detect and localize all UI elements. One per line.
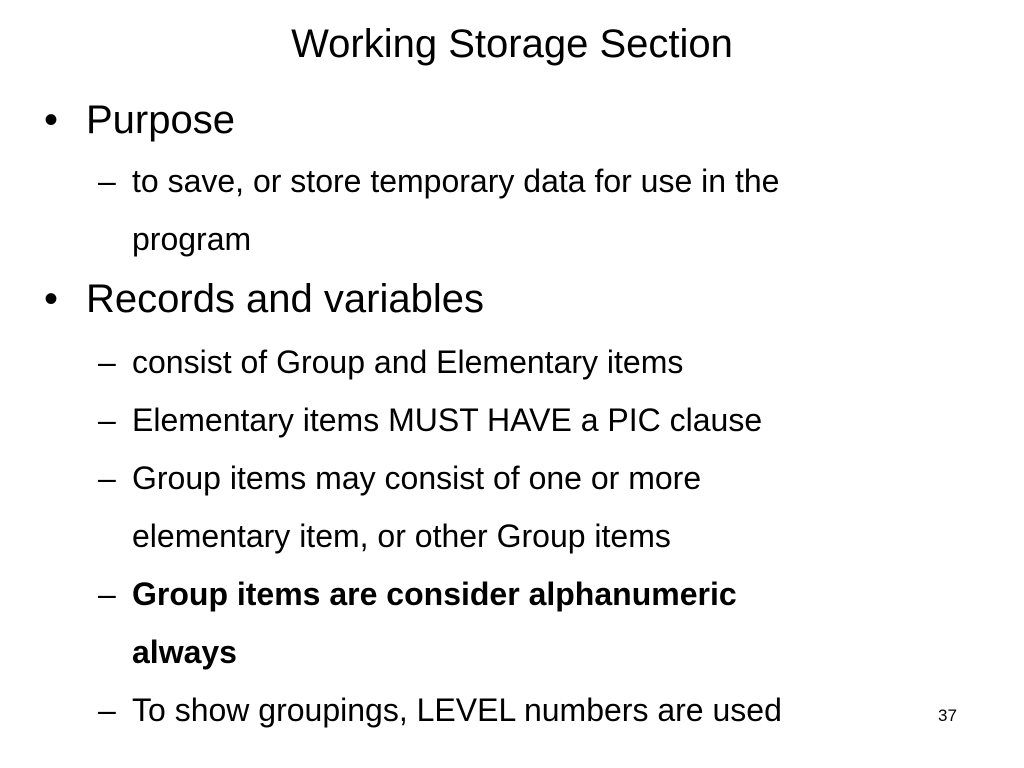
subitem-text-line1: Group items are consider alphanumeric: [132, 576, 737, 612]
subitem-group-items-consist: [98, 449, 958, 565]
subitem-text-line1: Elementary items MUST HAVE a PIC clause: [132, 402, 763, 438]
bullet-purpose: [44, 96, 235, 144]
subitem-pic-clause: [98, 391, 958, 449]
subitem-text-line2: program: [132, 221, 252, 257]
page-number: 37: [938, 706, 957, 725]
dash-marker: –: [98, 692, 116, 728]
slide-title: Working Storage Section: [291, 22, 733, 66]
dash-marker: –: [98, 460, 116, 496]
bullet-marker: •: [44, 277, 59, 321]
subitem-alphanumeric: [98, 565, 958, 681]
bullet-records-variables: [44, 275, 484, 323]
subitem-save-store: [98, 152, 958, 268]
bullet-marker: •: [44, 98, 59, 142]
dash-marker: –: [98, 344, 116, 380]
bullet-text: Purpose: [86, 98, 235, 142]
dash-marker: –: [98, 402, 116, 438]
dash-marker: –: [98, 163, 116, 199]
subitem-consist-of: [98, 333, 958, 391]
subitem-text-line2: elementary item, or other Group items: [132, 518, 671, 554]
subitem-text-line1: consist of Group and Elementary items: [132, 344, 684, 380]
subitem-text-line1: to save, or store temporary data for use in the: [132, 163, 780, 199]
bullet-text: Records and variables: [86, 277, 484, 321]
dash-marker: –: [98, 576, 116, 612]
subitem-text-line2: always: [132, 634, 237, 670]
subitem-level-numbers: [98, 681, 958, 739]
subitem-text-line1: Group items may consist of one or more: [132, 460, 702, 496]
subitem-text-line1: To show groupings, LEVEL numbers are used: [132, 692, 782, 728]
